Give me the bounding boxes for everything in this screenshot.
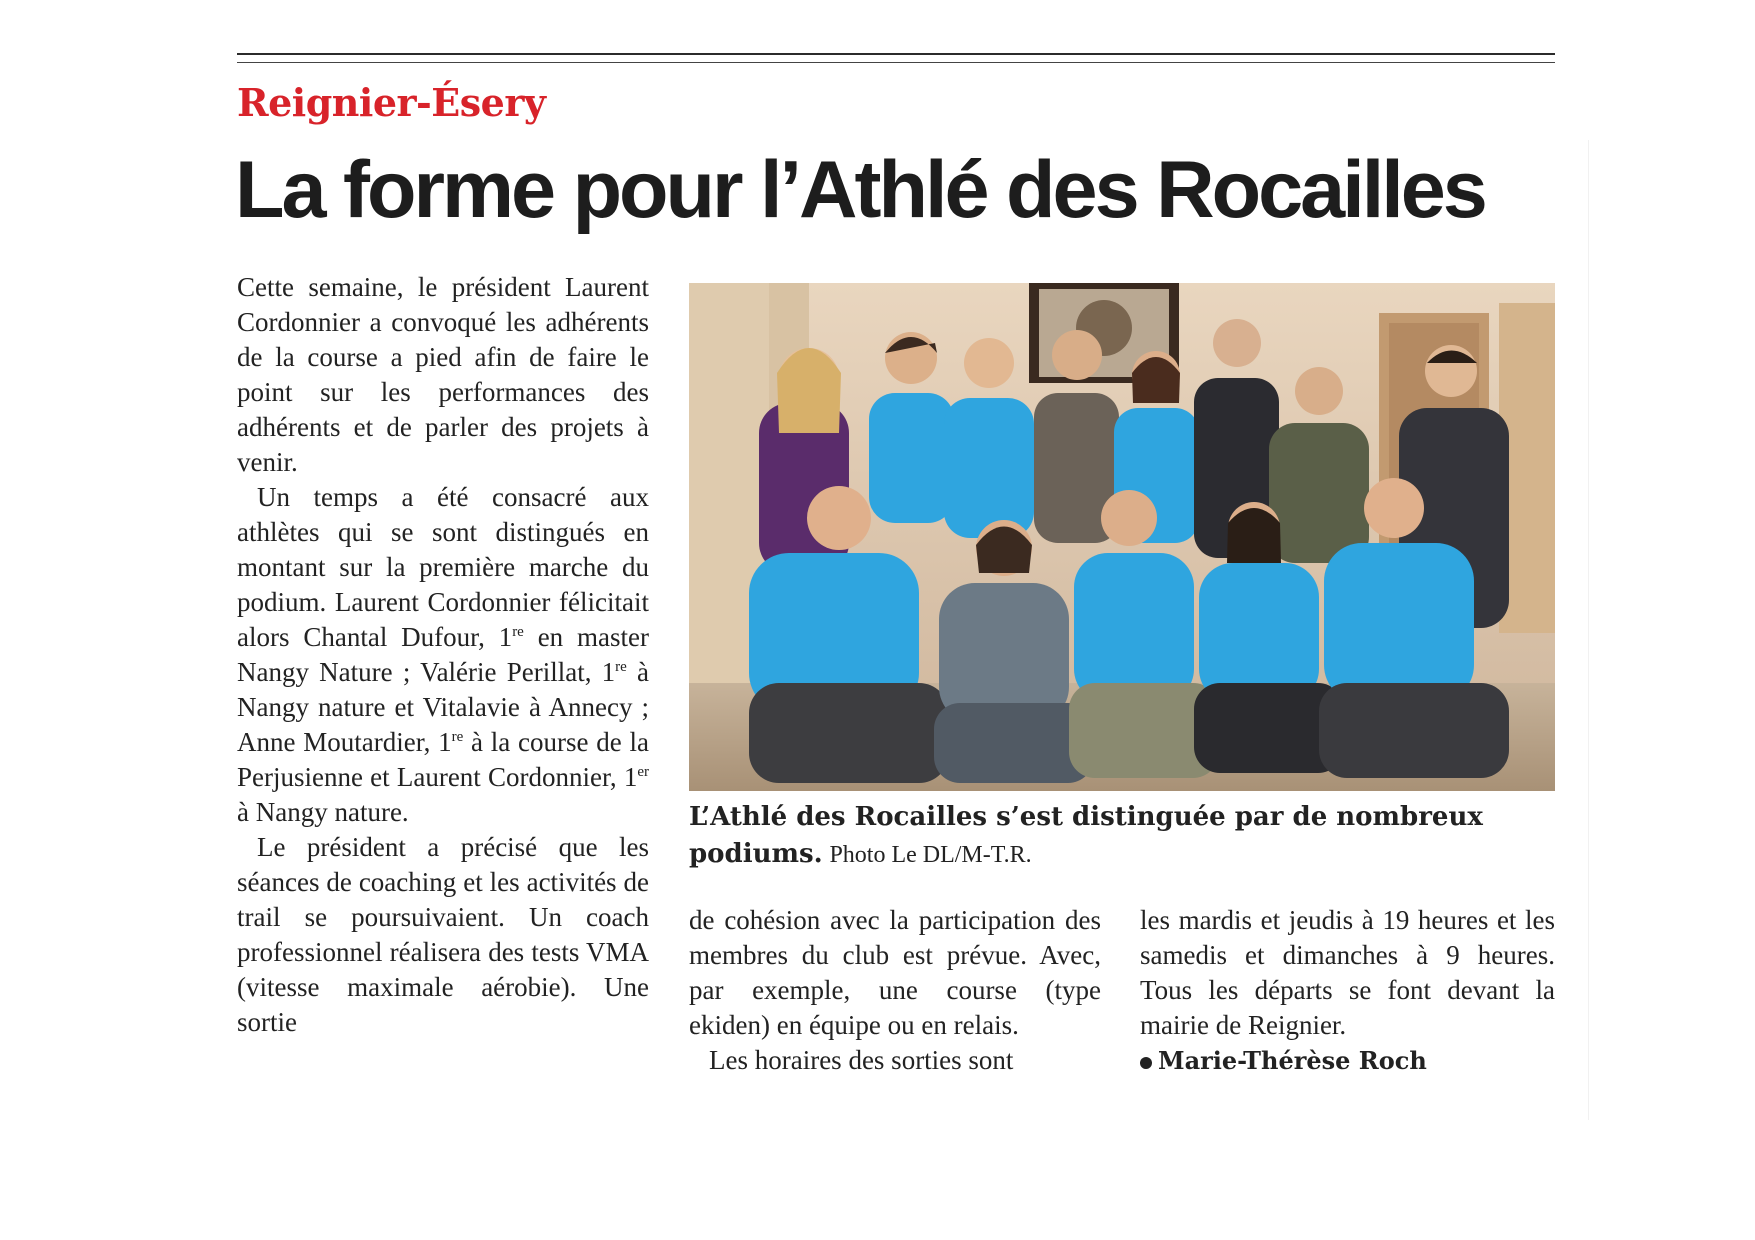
article-column-2 xyxy=(689,903,1101,1078)
article-headline: La forme pour l’Athlé des Rocailles xyxy=(235,145,1485,235)
byline xyxy=(1140,1043,1555,1078)
byline-author: Marie-Thérèse Roch xyxy=(1158,1046,1427,1075)
article-column-3 xyxy=(1140,903,1555,1078)
top-rule-secondary xyxy=(237,62,1555,63)
paragraph-3: Le président a précisé que les séances de coaching et les activités de trail se poursuivaient. Un coach professionnel réalisera des tests VMA (vitesse maximale aérobie). Une sortie xyxy=(237,832,649,1037)
paragraph-5: Les horaires des sorties sont xyxy=(709,1045,1014,1075)
page-edge-line xyxy=(1588,140,1589,1120)
caption-text: L’Athlé des Rocailles s’est distinguée par de nombreux podiums. xyxy=(689,802,1483,869)
photo-caption xyxy=(689,798,1555,873)
article-kicker: Reignier-Ésery xyxy=(237,80,546,125)
photo-credit: Photo Le DL/M-T.R. xyxy=(829,842,1032,868)
paragraph-2: Un temps a été consacré aux athlètes qui se sont distingués en montant sur la première marche du podium. Laurent Cordonnier félicitait alors Chantal Dufour, 1re en master Nangy Nature ; Valérie Perillat, 1re à Nangy nature et Vitalavie à Annecy ; Anne Moutardier, 1re à la course de la Perjusienne et Laurent Cordonnier, 1er à Nangy nature. xyxy=(237,482,650,827)
paragraph-1: Cette semaine, le président Laurent Cordonnier a convoqué les adhérents de la course a pied afin de faire le point sur les performances des adhérents et de parler des projets à venir. xyxy=(237,272,649,477)
paragraph-6: les mardis et jeudis à 19 heures et les samedis et dimanches à 9 heures. Tous les départs se font devant la mairie de Reignier. xyxy=(1140,905,1555,1040)
team-photo xyxy=(689,283,1555,791)
article-column-1 xyxy=(237,270,649,1040)
top-rule xyxy=(237,53,1555,55)
paragraph-4: de cohésion avec la participation des membres du club est prévue. Avec, par exemple, une course (type ekiden) en équipe ou en relais. xyxy=(689,905,1101,1040)
byline-bullet-icon xyxy=(1140,1057,1152,1069)
team-photo-illustration xyxy=(689,283,1555,791)
